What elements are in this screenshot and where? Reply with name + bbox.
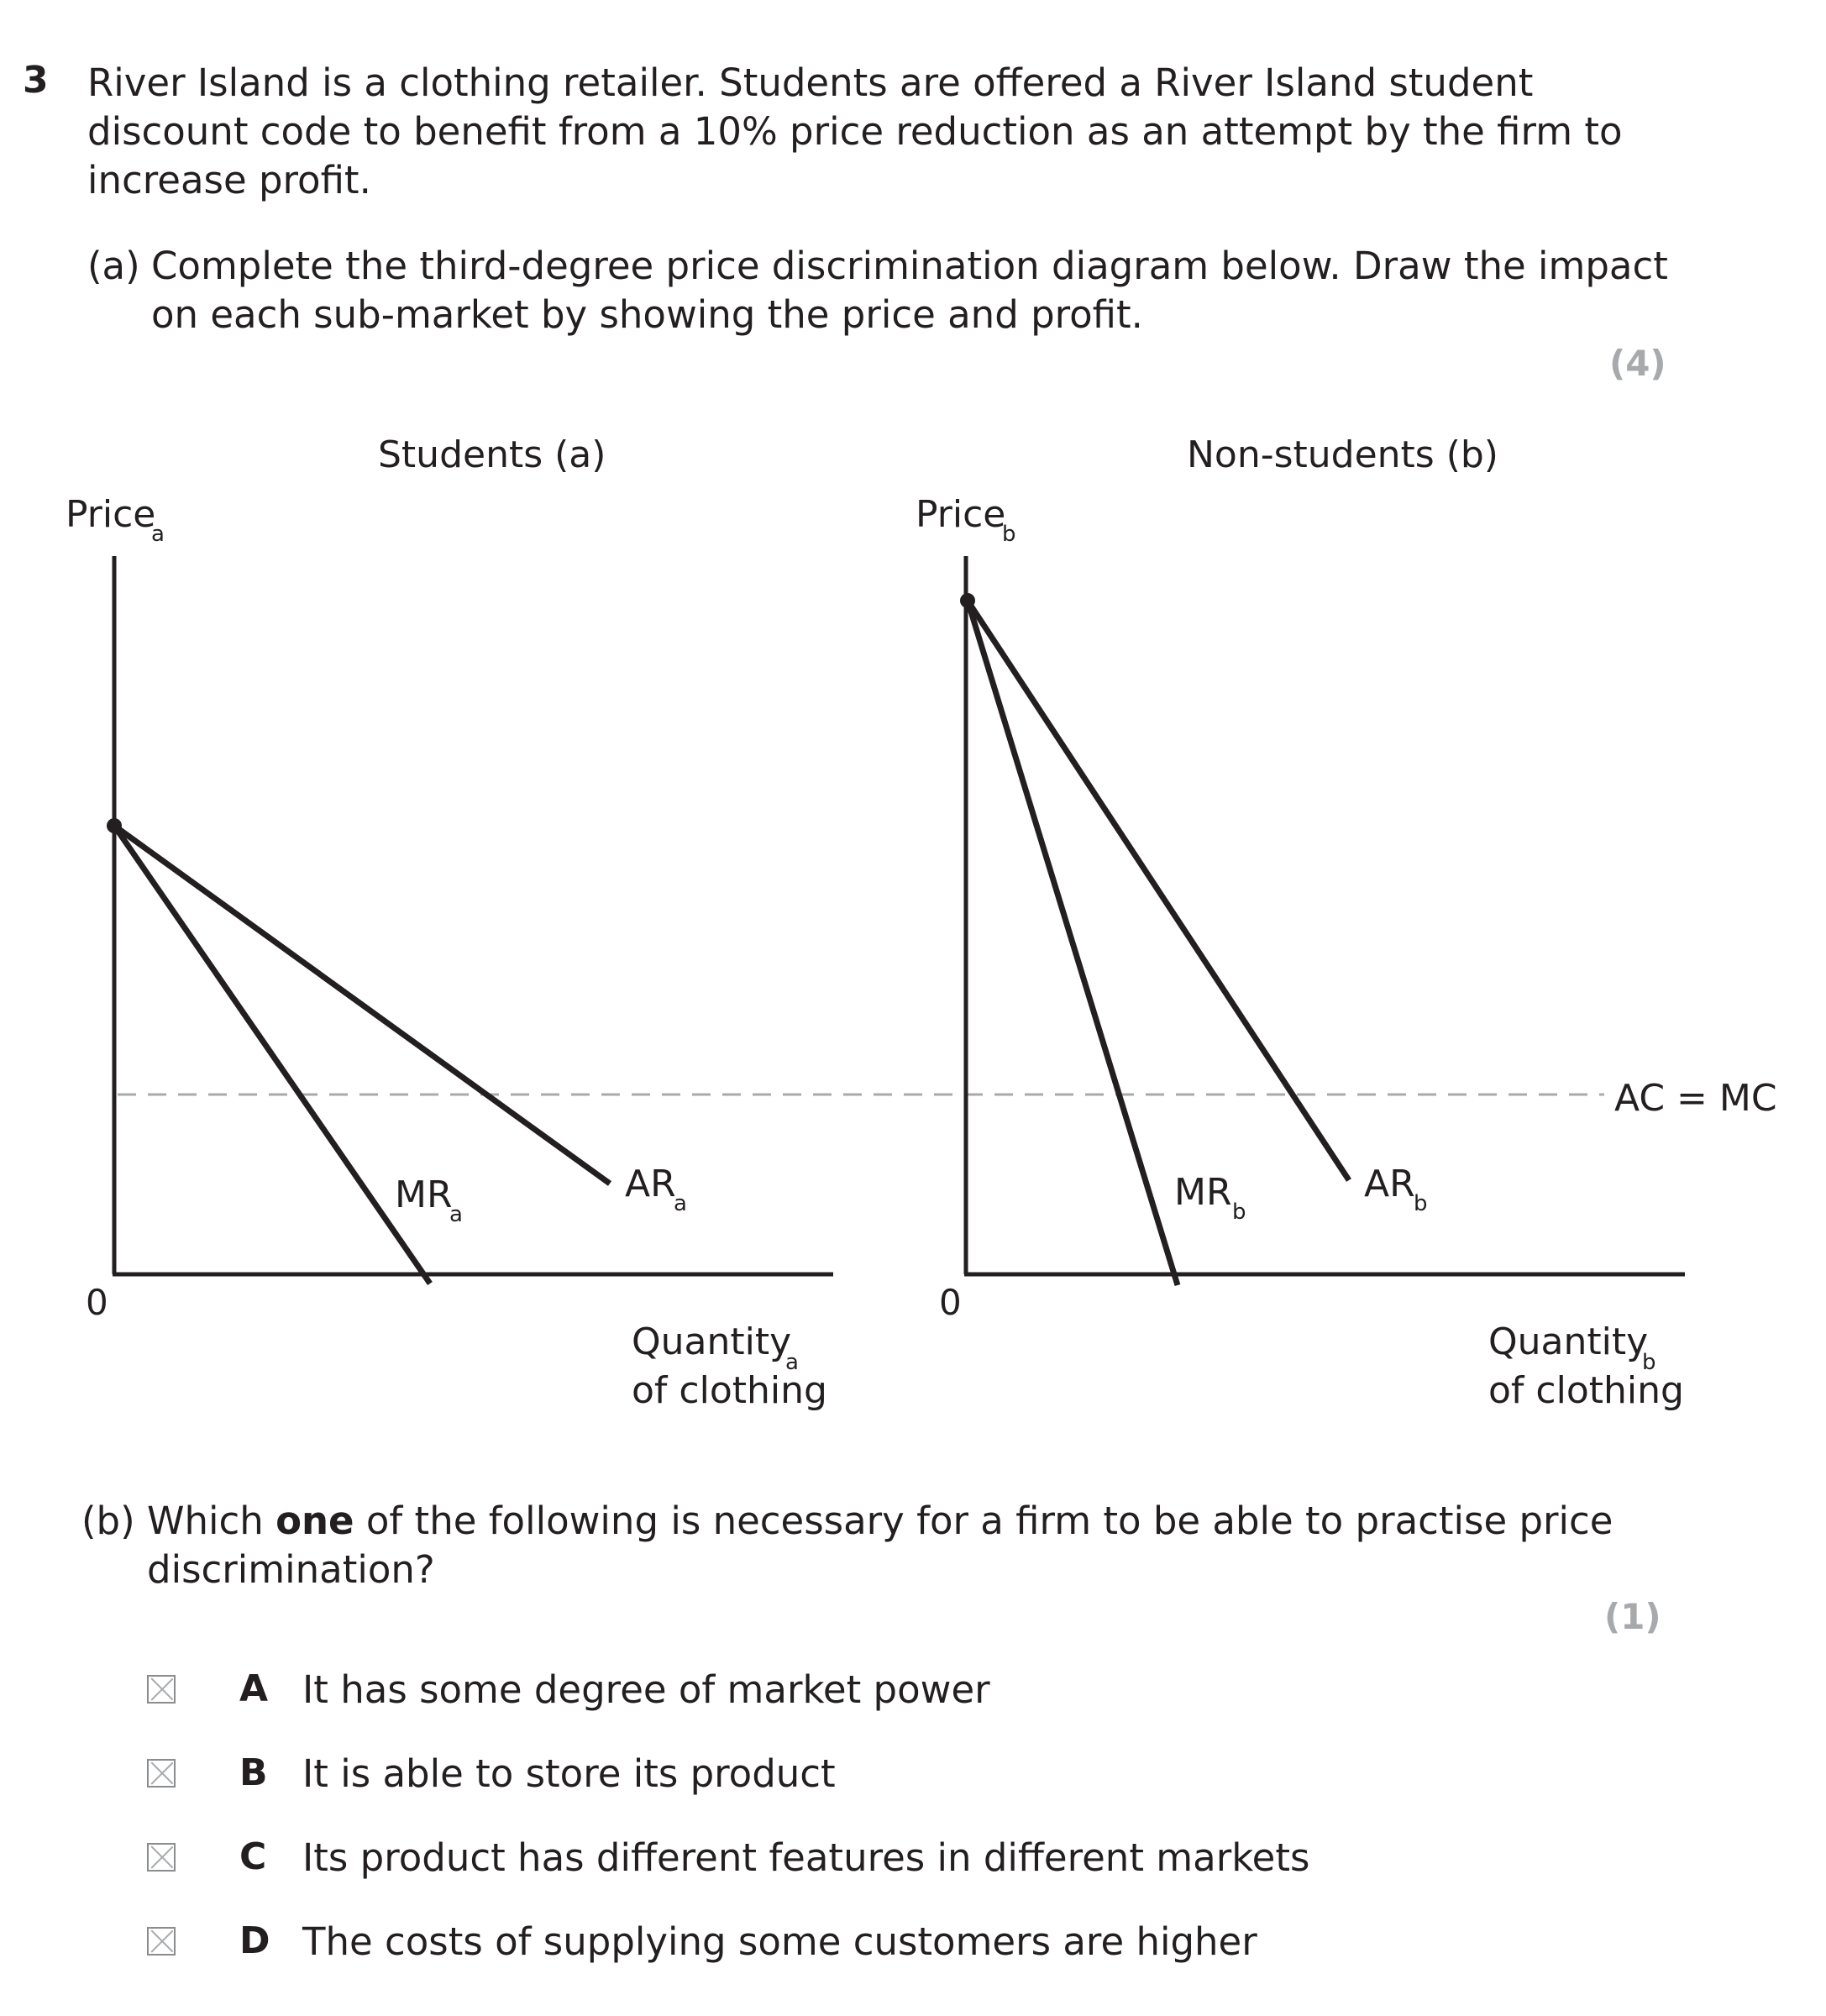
- part-b-label: (b): [81, 1499, 135, 1543]
- non-students-ar-label: AR: [1364, 1163, 1415, 1205]
- students-y-axis-subscript: a: [151, 522, 165, 547]
- option-c-text: Its product has different features in different markets: [302, 1835, 1310, 1880]
- option-c-checkbox[interactable]: [147, 1843, 176, 1872]
- non-students-mr-subscript: b: [1232, 1200, 1246, 1225]
- students-mr-label: MR: [395, 1173, 453, 1216]
- non-students-mr-curve: [968, 601, 1178, 1285]
- non-students-ar-subscript: b: [1414, 1191, 1428, 1216]
- ac-mc-label: AC = MC: [1614, 1077, 1777, 1120]
- option-d-checkbox[interactable]: [147, 1927, 176, 1956]
- part-b-emphasis: one: [275, 1499, 354, 1543]
- part-a-label: (a): [87, 244, 140, 288]
- non-students-origin: 0: [939, 1282, 962, 1323]
- option-d-letter: D: [239, 1919, 270, 1962]
- part-b-marks: (1): [1604, 1596, 1661, 1637]
- part-b-line-1: [147, 1497, 1613, 1546]
- question-number: 3: [23, 59, 49, 102]
- students-ar-label: AR: [625, 1163, 676, 1205]
- option-c[interactable]: [0, 1835, 1344, 1886]
- students-ar-subscript: a: [674, 1191, 687, 1216]
- option-b-checkbox[interactable]: [147, 1759, 176, 1788]
- option-b[interactable]: [0, 1751, 1344, 1802]
- stem-line-1: River Island is a clothing retailer. Students are offered a River Island student: [87, 60, 1534, 105]
- students-origin: 0: [86, 1282, 108, 1323]
- students-ar-curve: [114, 826, 610, 1184]
- part-a-line-1: Complete the third-degree price discrimination diagram below. Draw the impact: [151, 244, 1668, 288]
- non-students-title: Non-students (b): [1187, 433, 1498, 476]
- students-mr-curve: [114, 826, 430, 1284]
- option-a-checkbox[interactable]: [147, 1675, 176, 1704]
- part-b-line-2: discrimination?: [147, 1547, 435, 1592]
- non-students-x-axis-subscript: b: [1642, 1350, 1656, 1375]
- non-students-x-axis-label-line1: Quantity: [1488, 1320, 1649, 1363]
- students-x-axis-label-line1: Quantity: [632, 1320, 792, 1363]
- students-intercept-dot: [107, 818, 122, 833]
- part-a-line-2: on each sub-market by showing the price and profit.: [151, 292, 1143, 337]
- option-c-letter: C: [239, 1835, 267, 1878]
- option-d[interactable]: [0, 1919, 1344, 1970]
- option-a[interactable]: [0, 1667, 1344, 1718]
- option-b-letter: B: [239, 1751, 268, 1794]
- students-y-axis-label: Price: [66, 493, 156, 536]
- part-b-line-1-pre: Which: [147, 1499, 276, 1543]
- students-x-axis-subscript: a: [785, 1350, 799, 1375]
- stem-line-2: discount code to benefit from a 10% price reduction as an attempt by the firm to: [87, 109, 1623, 154]
- option-a-text: It has some degree of market power: [302, 1667, 990, 1712]
- students-mr-subscript: a: [449, 1202, 463, 1227]
- non-students-panel: [916, 433, 1685, 1412]
- option-d-text: The costs of supplying some customers are higher: [302, 1919, 1257, 1964]
- students-x-axis-label-line2: of clothing: [632, 1369, 827, 1412]
- non-students-x-axis-label-line2: of clothing: [1488, 1369, 1684, 1412]
- part-a-marks: (4): [1609, 343, 1666, 384]
- stem-line-3: increase profit.: [87, 158, 371, 202]
- non-students-intercept-dot: [960, 593, 975, 608]
- non-students-y-axis-label: Price: [916, 493, 1006, 536]
- non-students-y-axis-subscript: b: [1002, 522, 1016, 547]
- students-title: Students (a): [378, 433, 606, 476]
- non-students-mr-label: MR: [1174, 1171, 1232, 1214]
- part-b-question: [147, 1497, 1613, 1594]
- option-a-letter: A: [239, 1667, 269, 1710]
- students-panel: [66, 433, 833, 1412]
- part-b-line-1-post: of the following is necessary for a firm to be able to practise price: [354, 1499, 1613, 1543]
- option-b-text: It is able to store its product: [302, 1751, 836, 1796]
